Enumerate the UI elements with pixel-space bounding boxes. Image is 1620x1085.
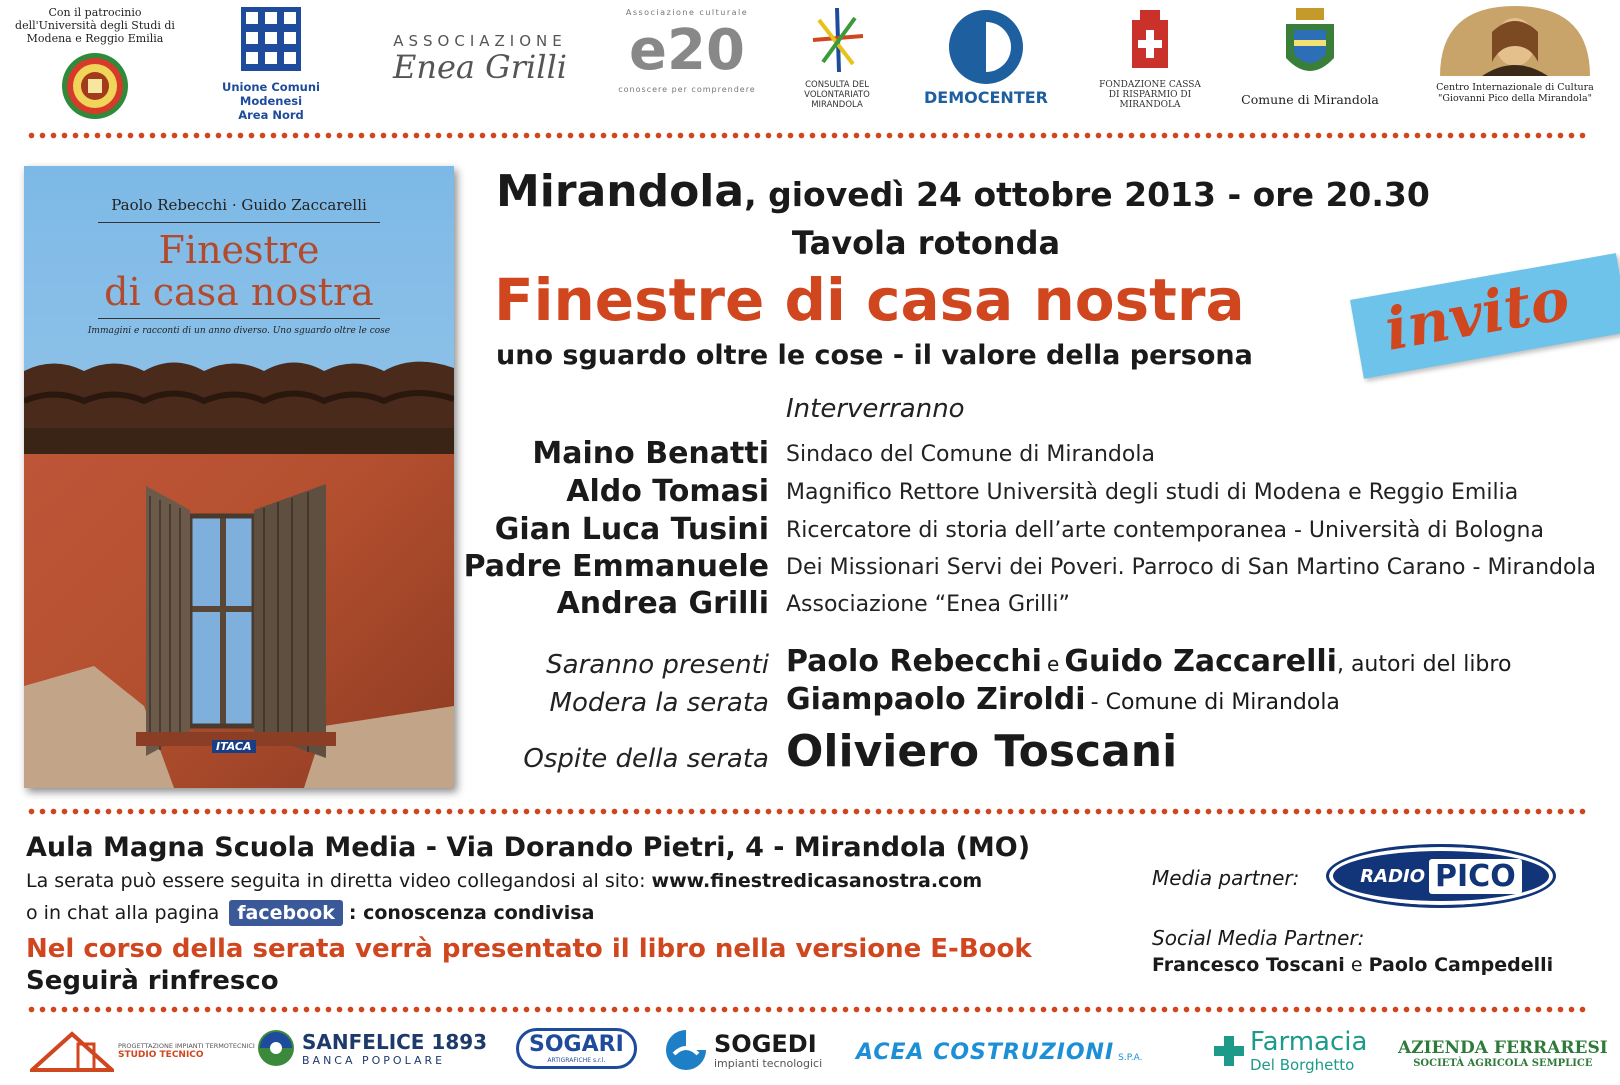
centro-text: Centro Internazionale di Cultura "Giovanni Pico della Mirandola" [1436, 82, 1594, 104]
modera-suffix: - Comune di Mirandola [1090, 690, 1340, 715]
farmacia-b: Del Borghetto [1250, 1056, 1355, 1074]
event-kind: Tavola rotonda [791, 224, 1061, 262]
presenti-conj: e [1046, 652, 1060, 676]
speaker-name: Maino Benatti [532, 436, 769, 471]
comune-text: Comune di Mirandola [1241, 92, 1379, 107]
acea-a: ACEA COSTRUZIONI [856, 1040, 1115, 1065]
logo-unione-comuni [196, 6, 346, 122]
presenti-name1: Paolo Rebecchi [786, 644, 1042, 679]
logo-e20 [612, 8, 762, 94]
sogedi-a: SOGEDI [714, 1029, 817, 1058]
venue-chat-page: : conoscenza condivisa [348, 902, 595, 924]
interverranno-label: Interverranno [786, 394, 965, 424]
logo-unimore [14, 6, 176, 125]
event-date: , giovedì 24 ottobre 2013 - ore 20.30 [744, 175, 1430, 214]
venue-chat-line [26, 900, 594, 926]
social-conj: e [1350, 954, 1363, 976]
presenti-suffix: , autori del libro [1336, 652, 1512, 677]
unione-comuni-crest-icon [240, 6, 302, 72]
sogedi-wave-icon [664, 1028, 708, 1072]
fondazione-text: FONDAZIONE CASSA DI RISPARMIO DI MIRANDOLA [1099, 80, 1201, 110]
book-rule [98, 222, 380, 223]
sogedi-b: impianti tecnologici [714, 1056, 823, 1070]
unimore-seal-icon [60, 51, 130, 121]
social-partner-line [1152, 954, 1553, 976]
sponsor-acea [856, 1040, 1142, 1065]
studio-line1: PROGETTAZIONE IMPIANTI TERMOTECNICI [118, 1042, 255, 1050]
sogari-b: ARTIGRAFICHE s.r.l. [547, 1057, 606, 1064]
democenter-mark-icon [947, 8, 1025, 86]
media-partner-label: Media partner: [1152, 866, 1300, 890]
venue-chat-text: o in chat alla pagina [26, 902, 220, 924]
venue-live-url[interactable]: www.finestredicasanostra.com [651, 870, 983, 892]
sogari-a: SOGARI [529, 1032, 624, 1057]
assoc-line2: Enea Grilli [393, 48, 567, 86]
venue-live-line [26, 870, 982, 892]
e20-mark: e20 [629, 18, 745, 83]
presenti-name2: Guido Zaccarelli [1064, 644, 1337, 679]
sanfelice-icon [256, 1028, 296, 1068]
speaker-role: Associazione “Enea Grilli” [786, 592, 1070, 617]
speaker-name: Andrea Grilli [556, 586, 769, 621]
presenti-label: Saranno presenti [546, 650, 769, 680]
pico-portrait-icon [1440, 6, 1590, 76]
speaker-name: Gian Luca Tusini [494, 512, 769, 547]
sanfelice-a: SANFELICE 1893 [302, 1029, 488, 1054]
patrocinio-text: Con il patrocinio dell'Università degli Studi di Modena e Reggio Emilia [15, 6, 175, 45]
azienda-b: SOCIETÀ AGRICOLA SEMPLICE [1413, 1058, 1593, 1069]
venue-live-text: La serata può essere seguita in diretta video collegandosi al sito: [26, 870, 646, 892]
logo-democenter [918, 8, 1054, 107]
sponsor-sogari [516, 1028, 637, 1069]
radio-pico-b: PICO [1429, 859, 1522, 894]
e20-bottom: conoscere per comprendere [618, 85, 756, 94]
democenter-text: DEMOCENTER [924, 88, 1048, 107]
divider-middle [26, 808, 1590, 815]
ospite-name: Oliviero Toscani [786, 726, 1178, 777]
logo-comune [1240, 6, 1380, 107]
speaker-role: Ricercatore di storia dell’arte contemporanea - Università di Bologna [786, 518, 1544, 543]
consulta-text: CONSULTA DEL VOLONTARIATO MIRANDOLA [804, 80, 870, 110]
sponsor-farmacia [1214, 1028, 1367, 1074]
book-title-line1: Finestre [158, 228, 320, 272]
logo-enea-grilli [380, 32, 580, 86]
radio-pico-logo [1326, 844, 1556, 908]
book-cover [24, 166, 454, 788]
e20-top: Associazione culturale [625, 8, 749, 17]
speaker-role: Dei Missionari Servi dei Poveri. Parroco di San Martino Carano - Mirandola [786, 555, 1597, 580]
book-publisher: ITACA [212, 740, 256, 753]
venue-address: Aula Magna Scuola Media - Via Dorando Pietri, 4 - Mirandola (MO) [26, 832, 1031, 863]
ospite-label: Ospite della serata [523, 744, 769, 774]
invito-text: invito [1379, 264, 1575, 364]
unione-line2: Area Nord [238, 108, 304, 122]
unione-line1: Unione Comuni Modenesi [222, 80, 320, 108]
divider-top [26, 132, 1590, 139]
modera-name: Giampaolo Ziroldi [786, 682, 1086, 717]
comune-crest-icon [1278, 6, 1342, 86]
speaker-name: Aldo Tomasi [566, 474, 769, 509]
social-name1: Francesco Toscani [1152, 954, 1345, 976]
radio-pico-a: RADIO [1360, 865, 1426, 887]
farmacia-cross-icon [1214, 1036, 1244, 1066]
venue-rinfresco: Seguirà rinfresco [26, 966, 279, 996]
studio-line2: STUDIO TECNICO [118, 1050, 204, 1060]
facebook-badge[interactable]: facebook [229, 900, 343, 926]
event-city: Mirandola [496, 166, 745, 217]
farmacia-a: Farmacia [1250, 1027, 1368, 1057]
social-name2: Paolo Campedelli [1368, 954, 1554, 976]
logo-centro-pico [1420, 6, 1610, 104]
consulta-cross-icon [809, 6, 865, 76]
logo-fondazione [1096, 6, 1204, 110]
fondazione-crest-icon [1126, 6, 1174, 74]
modera-label: Modera la serata [549, 688, 769, 718]
presenti-line [786, 644, 1511, 679]
assoc-line1: ASSOCIAZIONE [393, 32, 567, 50]
sponsor-sanfelice [256, 1028, 487, 1068]
speaker-name: Padre Emmanuele [463, 549, 769, 584]
divider-bottom [26, 1006, 1590, 1013]
book-title-line2: di casa nostra [104, 270, 374, 314]
book-subtitle: Immagini e racconti di un anno diverso. Uno sguardo oltre le cose [87, 326, 391, 336]
acea-b: S.P.A. [1118, 1052, 1143, 1063]
azienda-a: AZIENDA FERRARESI [1398, 1038, 1608, 1058]
venue-ebook: Nel corso della serata verrà presentato il libro nella versione E-Book [26, 934, 1032, 964]
modera-line [786, 682, 1340, 717]
speaker-role: Sindaco del Comune di Mirandola [786, 442, 1155, 467]
event-title: Finestre di casa nostra [494, 266, 1245, 334]
social-partner-label: Social Media Partner: [1152, 926, 1365, 950]
event-heading [496, 166, 1430, 217]
sponsor-azienda-ferraresi [1398, 1038, 1608, 1069]
studio-tecnico-roof-icon [30, 1030, 114, 1072]
sponsor-sogedi [664, 1028, 822, 1072]
speaker-role: Magnifico Rettore Università degli studi di Modena e Reggio Emilia [786, 480, 1519, 505]
book-authors: Paolo Rebecchi · Guido Zaccarelli [111, 196, 367, 214]
book-rule-2 [98, 318, 380, 319]
logo-consulta [797, 6, 877, 110]
sponsor-studio-tecnico [30, 1030, 255, 1072]
invito-banner [1350, 253, 1620, 379]
event-subtitle: uno sguardo oltre le cose - il valore della persona [496, 340, 1253, 371]
sanfelice-b: BANCA POPOLARE [302, 1053, 446, 1067]
